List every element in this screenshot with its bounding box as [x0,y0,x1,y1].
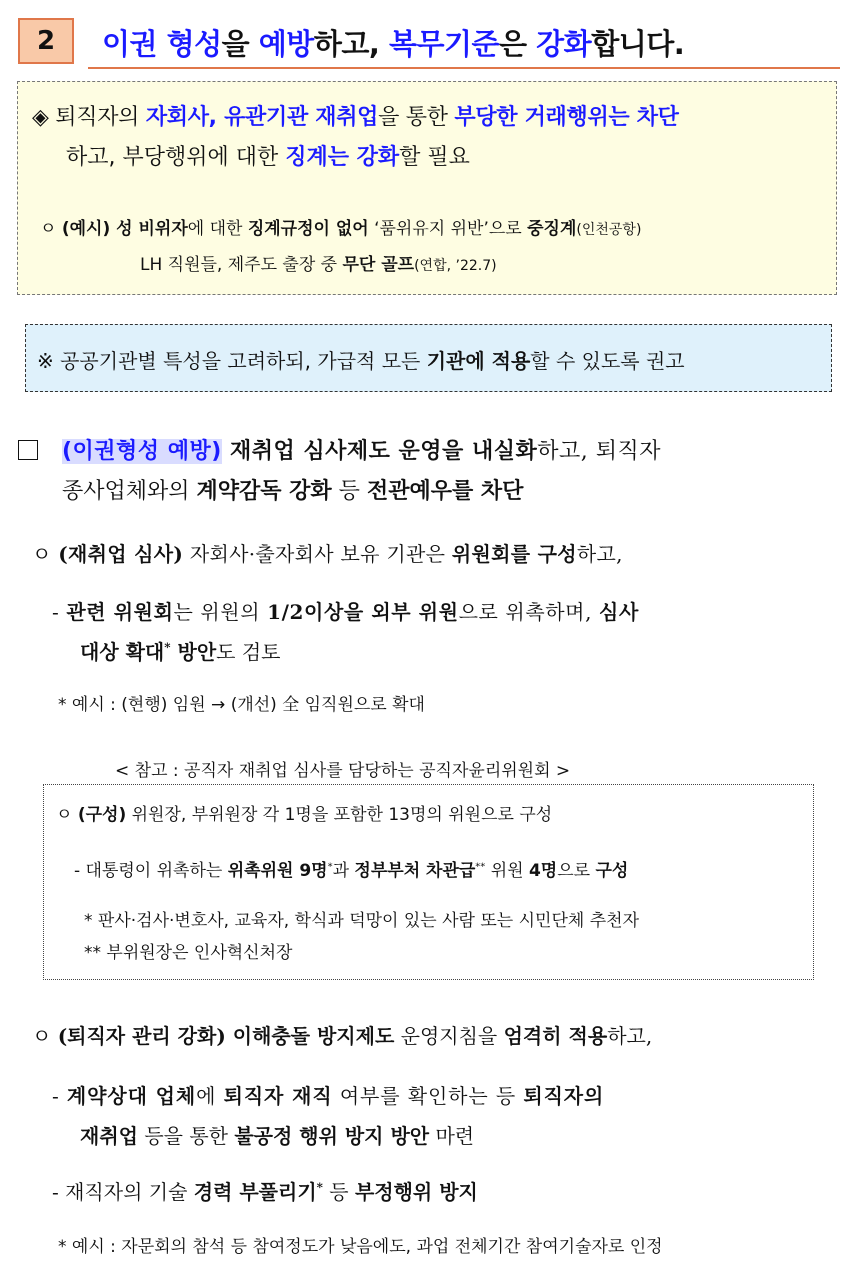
section1-line-1 [62,434,661,465]
text-bold: 퇴직자의 [523,1084,605,1108]
text: ㅇ [32,1024,58,1048]
title-part: 복무기준 [388,27,500,61]
text-bold: 계약상대 업체 [66,1084,197,1108]
reference-line-2 [74,856,628,881]
text-bold: 관련 위원회 [66,600,174,624]
text-bold: 1/2이상을 외부 위원 [267,600,459,624]
note-box [25,324,832,392]
sub1-footnote: * 예시 : (현행) 임원 → (개선) 全 임직원으로 확대 [58,695,425,715]
text: 으로 [557,861,596,881]
text-bold: (재취업 심사) [58,542,184,566]
text: 을 통한 [378,105,455,130]
sub2-dash2-line [52,1176,478,1205]
reference-footnote-2: ** 부위원장은 인사혁신처장 [84,943,293,963]
text: 하고, [576,542,623,566]
text-bold: 퇴직자 재직 [223,1084,333,1108]
text-bold: 재취업 [80,1124,138,1148]
text-bold: (퇴직자 관리 강화) [57,1024,226,1048]
text-bold: 기관에 적용 [426,349,531,373]
text: 등 [331,479,367,504]
text: 운영지침을 [394,1024,504,1048]
sub2-dash1-line-2 [80,1120,474,1149]
footnote-marker: ** [475,861,486,873]
text: 에 [196,1084,224,1108]
sub2-footnote: * 예시 : 자문회의 참석 등 참여정도가 낮음에도, 과업 전체기간 참여기술자로 인정 [58,1237,663,1257]
summary-line-2 [66,140,470,171]
text: 등을 통한 [137,1124,235,1148]
text: 위원장, 부위원장 각 1명을 포함한 13명의 위원으로 구성 [126,805,553,825]
text-bold: 부정행위 방지 [354,1180,478,1204]
text: 는 위원의 [173,600,268,624]
title-part: 하고, [313,27,389,61]
checkbox-square-icon [18,440,38,460]
text: - [52,600,67,624]
title-part: 예방 [258,27,314,61]
text: - [52,1084,67,1108]
summary-example-2 [140,250,497,275]
text: ㅇ [40,219,62,239]
text-bold: 구성 [595,861,629,881]
text: ※ 공공기관별 특성을 고려하되, 가급적 모든 [37,349,427,373]
text-emphasis: 징계는 강화 [285,145,400,170]
text-bold: 재취업 심사제도 운영을 내실화 [221,438,538,464]
reference-line-1 [56,800,552,825]
text: 으로 위촉하며, [458,600,600,624]
text: - 대통령이 위촉하는 [74,861,228,881]
text-bold: 4명 [528,861,558,881]
text-bold: 정부부처 차관급 [354,861,476,881]
title-part: 은 [499,27,537,61]
text-bold: 엄격히 적용 [503,1024,608,1048]
sub2-dash1-line-1 [52,1080,604,1109]
text: 할 필요 [399,145,470,170]
sub1-dash-line-1 [52,596,639,625]
text: ㅇ [32,542,59,566]
title-part: 강화 [536,27,592,61]
section-number-badge: 2 [18,18,74,64]
text: 등 [322,1180,355,1204]
sub1-line [32,538,623,567]
text-bold: (구성) [77,805,127,825]
footnote-marker: * [164,640,171,655]
text-bold: 무단 골프 [342,255,415,275]
text-bold: 위원회를 구성 [451,542,577,566]
summary-example-1 [40,214,641,239]
text: 여부를 확인하는 등 [332,1084,524,1108]
text-source: (연합, ’22.7) [414,258,497,274]
section-header [0,0,854,80]
section1-line-2 [62,474,523,505]
sub2-line [32,1020,652,1049]
text: ◈ 퇴직자의 [32,105,146,130]
text: 할 수 있도록 권고 [530,349,685,373]
text-bold: (예시) 성 비위자 [61,219,188,239]
reference-footnote-1: * 판사·검사·변호사, 교육자, 학식과 덕망이 있는 사람 또는 시민단체 추천자 [84,911,639,931]
text-emphasis: 부당한 거래행위는 차단 [454,105,679,130]
title-part: 을 [221,27,259,61]
text-bold: 징계규정이 없어 [247,219,369,239]
title-part: 이권 형성 [102,27,222,61]
text: 에 대한 [187,219,248,239]
text: LH 직원들, 제주도 출장 중 [140,255,343,275]
text: ㅇ [56,805,78,825]
footnote-marker: * [327,861,333,873]
text-emphasis: (이권형성 예방) [62,439,222,464]
text-bold: 중징계 [527,219,577,239]
text-bold: 심사 [599,600,639,624]
text-emphasis: 자회사, 유관기관 재취업 [145,105,379,130]
text: 과 [332,861,355,881]
text: 자회사·출자회사 보유 기관은 [183,542,452,566]
summary-line-1 [32,100,679,131]
text: ‘품위유지 위반’으로 [368,219,528,239]
text-bold: 전관예우를 차단 [366,478,524,504]
text: 종사업체와의 [62,479,197,504]
text-bold: 불공정 행위 방지 방안 [234,1124,430,1148]
text-bold: 이해충돌 방지제도 [225,1024,395,1048]
text: 마련 [429,1124,475,1148]
header-underline [88,67,840,69]
text-bold: 계약감독 강화 [196,478,332,504]
footnote-marker: * [316,1180,323,1195]
text-bold: 대상 확대 [80,640,165,664]
text-bold: 경력 부풀리기 [193,1180,317,1204]
text-source: (인천공항) [576,222,642,238]
text-bold: 위촉위원 9명 [227,861,328,881]
text: 하고, 부당행위에 대한 [66,145,286,170]
title-part: 합니다. [591,27,685,61]
text: 도 검토 [216,640,281,664]
section-title [102,22,684,63]
text: 하고, [607,1024,653,1048]
text-bold: 방안 [170,640,217,664]
text: 하고, 퇴직자 [537,439,661,464]
text: - 재직자의 기술 [52,1180,194,1204]
note-text [37,345,685,374]
reference-title: < 참고 : 공직자 재취업 심사를 담당하는 공직자윤리위원회 > [115,761,571,781]
sub1-dash-line-2 [80,636,280,665]
text: 위원 [485,861,529,881]
summary-box [17,81,837,295]
